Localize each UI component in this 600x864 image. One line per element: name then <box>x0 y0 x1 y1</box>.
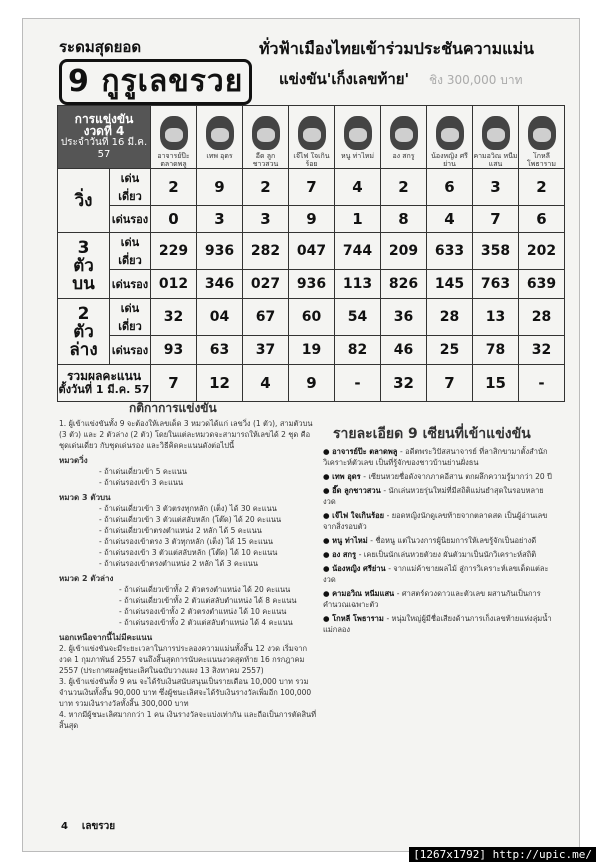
row-label: เด่นรอง <box>110 336 151 365</box>
result-cell: 82 <box>335 336 381 365</box>
result-cell: 28 <box>427 299 473 336</box>
detail-item <box>323 446 553 468</box>
page-header <box>59 31 559 111</box>
rule-cat-1: หมวดวิ่ง <box>59 456 88 465</box>
result-cell: 93 <box>151 336 197 365</box>
total-label-date: ตั้งวันที่ 1 มี.ค. 57 <box>58 383 150 396</box>
result-cell: 19 <box>289 336 335 365</box>
total-cell: 9 <box>289 365 335 402</box>
total-cell: 32 <box>381 365 427 402</box>
total-cell: - <box>335 365 381 402</box>
rule-2: 2. ผู้เข้าแข่งขันจะมีระยะเวลาในการประลองความแม่นทั้งสิ้น 12 งวด เริ่มจากงวด 1 กุมภาพันธ์ 2557 จนถึงสิ้นสุดการนับคะแนนงวดสุดท้าย 16 กรกฎาคม 2557 (ประกาศผลผู้ชนะเลิศในฉบับวางแผง 13 สิงหาคม 2557) <box>59 644 308 675</box>
category-word: ล่าง <box>69 339 98 360</box>
person-photo <box>482 116 510 150</box>
detail-name: ● อง สกรู <box>323 550 359 559</box>
result-cell: 113 <box>335 270 381 299</box>
person-photo <box>252 116 280 150</box>
result-cell: 027 <box>243 270 289 299</box>
row-label: เด่นเดี่ยว <box>110 299 151 336</box>
rule-item: - ถ้าเด่นรองเข้า 3 ตัวแต่สลับหลัก (โต๊ด) ได้ 10 คะแนน <box>99 548 278 557</box>
page-number: 4 <box>61 821 68 832</box>
person-header <box>381 106 427 169</box>
detail-name: ● เจ๊ไฟ ใจเกินร้อย <box>323 511 387 520</box>
rule-extra: นอกเหนือจากนี้ไม่มีคะแนน <box>59 633 153 642</box>
result-cell: 7 <box>289 169 335 206</box>
headline: ทั่วฟ้าเมืองไทยเข้าร่วมประชันความแม่น <box>259 39 534 58</box>
result-cell: 60 <box>289 299 335 336</box>
rule-item: - ถ้าเด่นเดี่ยวเข้า 3 ตัวตรงทุกหลัก (เต็ง) ได้ 30 คะแนน <box>99 504 277 513</box>
result-cell: 0 <box>151 206 197 233</box>
result-cell: 32 <box>519 336 565 365</box>
person-header <box>197 106 243 169</box>
person-photo <box>206 116 234 150</box>
result-cell: 13 <box>473 299 519 336</box>
header-super: ระดมสุดยอด <box>59 38 142 56</box>
person-name: อาจารย์ป๊ะ ตลาดพลู <box>157 152 190 168</box>
total-cell: 4 <box>243 365 289 402</box>
result-cell: 346 <box>197 270 243 299</box>
result-cell: 2 <box>519 169 565 206</box>
detail-text: - ชื่อหนู แต่ในวงการผู้นิยมการให้เลขรู้จักเป็นอย่างดี <box>370 536 537 545</box>
result-cell: 37 <box>243 336 289 365</box>
row-category <box>58 169 110 233</box>
rule-item: - ถ้าเด่นเดี่ยวเข้าทั้ง 2 ตัวตรงตำแหน่ง ได้ 20 คะแนน <box>119 585 291 594</box>
corner-title: การแข่งขัน <box>74 112 134 126</box>
result-cell: 1 <box>335 206 381 233</box>
person-name: คามอวิณ หนีมแสน <box>473 152 518 168</box>
row-label: เด่นเดี่ยว <box>110 169 151 206</box>
rule-item: - ถ้าเด่นเดี่ยวเข้า 3 ตัวแต่สลับหลัก (โต๊ด) ได้ 20 คะแนน <box>99 515 282 524</box>
result-cell: 67 <box>243 299 289 336</box>
result-cell: 744 <box>335 233 381 270</box>
result-cell: 2 <box>381 169 427 206</box>
row-category <box>58 299 110 365</box>
detail-text: - หนุ่มใหญ่ผู้มีชื่อเสียงด้านการเก็งเลขท้ายแห่งลุ่มน้ำแม่กลอง <box>323 614 552 634</box>
result-cell: 4 <box>335 169 381 206</box>
category-word: ตัว <box>73 255 94 276</box>
person-name: น้องหญิง ศรีย่าน <box>431 152 468 168</box>
detail-name: ● โกหลี โพธาราม <box>323 614 387 623</box>
detail-name: ● อาจารย์ป๊ะ ตลาดพลู <box>323 447 400 456</box>
person-name: เทพ อุดร <box>206 152 233 160</box>
result-cell: 936 <box>197 233 243 270</box>
rule-item: - ถ้าเด่นรองเข้า 3 คะแนน <box>99 478 184 487</box>
rules-title: กติกาการแข่งขัน <box>129 401 217 415</box>
result-cell: 209 <box>381 233 427 270</box>
brand-logo: 9 กูรูเลขรวย <box>59 59 252 105</box>
result-cell: 633 <box>427 233 473 270</box>
detail-item <box>323 613 553 635</box>
detail-name: ● คามอวิณ หนีมแสน <box>323 589 397 598</box>
details-section <box>323 426 553 638</box>
detail-name: ● อี๊ด ลูกชาวสวน <box>323 486 384 495</box>
subheadline: แข่งขัน'เก็งเลขท้าย' <box>279 70 410 88</box>
result-cell: 936 <box>289 270 335 299</box>
row-category <box>58 233 110 299</box>
category-word: บน <box>72 273 95 294</box>
result-cell: 36 <box>381 299 427 336</box>
rule-item: - ถ้าเด่นรองเข้าทั้ง 2 ตัวตรงตำแหน่ง ได้ 10 คะแนน <box>119 607 287 616</box>
result-cell: 9 <box>197 169 243 206</box>
detail-text: - ศาสตร์ดวงดาวและตัวเลข ผสานกันเป็นการคำนวณเฉพาะตัว <box>323 589 541 609</box>
total-label-main: รวมผลคะแนน <box>66 369 142 383</box>
detail-text: - จากแม่ค้าขายผลไม้ สู่การวิเคราะห์เลขเด็ดแต่ละงวด <box>323 564 549 584</box>
faded-amount: ชิง 300,000 บาท <box>429 73 523 87</box>
result-cell: 9 <box>289 206 335 233</box>
result-cell: 145 <box>427 270 473 299</box>
detail-name: ● เทพ อุดร <box>323 472 364 481</box>
result-cell: 78 <box>473 336 519 365</box>
result-cell: 54 <box>335 299 381 336</box>
rules-section <box>59 403 319 731</box>
total-label <box>58 365 151 402</box>
result-cell: 763 <box>473 270 519 299</box>
detail-item <box>323 485 553 507</box>
rule-item: - ถ้าเด่นเดี่ยวเข้าตรงตำแหน่ง 2 หลัก ได้ 5 คะแนน <box>99 526 262 535</box>
person-name: อง สกรู <box>392 152 415 160</box>
result-cell: 6 <box>519 206 565 233</box>
rule-item: - ถ้าเด่นรองเข้าตรงตำแหน่ง 2 หลัก ได้ 3 คะแนน <box>99 559 259 568</box>
total-cell: 7 <box>427 365 473 402</box>
person-photo <box>160 116 188 150</box>
detail-text: - ยอดหญิงนักดูเลขท้ายจากตลาดสด เป็นผู้อ่านเลขจากสิ่งรอบตัว <box>323 511 548 531</box>
result-cell: 25 <box>427 336 473 365</box>
result-cell: 282 <box>243 233 289 270</box>
person-header <box>289 106 335 169</box>
result-cell: 3 <box>473 169 519 206</box>
category-word: 2 <box>77 303 90 324</box>
result-cell: 3 <box>197 206 243 233</box>
result-cell: 639 <box>519 270 565 299</box>
result-cell: 7 <box>473 206 519 233</box>
person-header <box>473 106 519 169</box>
result-cell: 2 <box>151 169 197 206</box>
person-name: อี๊ด ลูกชาวสวน <box>252 152 279 168</box>
person-name: เจ๊ไฟ ใจเกินร้อย <box>293 152 330 168</box>
person-header <box>427 106 473 169</box>
result-cell: 012 <box>151 270 197 299</box>
total-cell: - <box>519 365 565 402</box>
watermark: [1267x1792] http://upic.me/ <box>409 847 596 862</box>
person-photo <box>344 116 372 150</box>
person-header <box>335 106 381 169</box>
detail-name: ● น้องหญิง ศรีย่าน <box>323 564 389 573</box>
result-cell: 826 <box>381 270 427 299</box>
corner-round: งวดที่ 4 <box>83 124 125 138</box>
rule-item: - ถ้าเด่นรองเข้าตรง 3 ตัวทุกหลัก (เต็ง) ได้ 15 คะแนน <box>99 537 274 546</box>
result-cell: 32 <box>151 299 197 336</box>
detail-item <box>323 588 553 610</box>
result-cell: 63 <box>197 336 243 365</box>
person-header <box>243 106 289 169</box>
table-corner <box>58 106 151 169</box>
corner-date: ประจำวันที่ 16 มี.ค. 57 <box>60 137 148 160</box>
category-word: วิ่ง <box>74 190 93 211</box>
result-cell: 8 <box>381 206 427 233</box>
row-label: เด่นรอง <box>110 270 151 299</box>
total-cell: 12 <box>197 365 243 402</box>
detail-item <box>323 563 553 585</box>
magazine-page <box>22 18 580 852</box>
result-cell: 202 <box>519 233 565 270</box>
rule-cat-3: หมวด 2 ตัวล่าง <box>59 574 114 583</box>
page-footer <box>61 819 115 834</box>
results-table <box>57 105 565 402</box>
rule-item: - ถ้าเด่นเดี่ยวเข้า 5 คะแนน <box>99 467 188 476</box>
person-header <box>151 106 197 169</box>
detail-item <box>323 535 553 546</box>
result-cell: 3 <box>243 206 289 233</box>
row-label: เด่นเดี่ยว <box>110 233 151 270</box>
category-word: ตัว <box>73 321 94 342</box>
result-cell: 04 <box>197 299 243 336</box>
person-photo <box>528 116 556 150</box>
result-cell: 358 <box>473 233 519 270</box>
row-label: เด่นรอง <box>110 206 151 233</box>
result-cell: 4 <box>427 206 473 233</box>
person-name: หนู ท่าไหม่ <box>341 152 374 160</box>
total-cell: 7 <box>151 365 197 402</box>
result-cell: 229 <box>151 233 197 270</box>
person-photo <box>436 116 464 150</box>
person-photo <box>298 116 326 150</box>
person-photo <box>390 116 418 150</box>
detail-text: - นักเล่นหวยรุ่นใหม่ที่มีสถิติแม่นยำสุดในรอบหลายงวด <box>323 486 544 506</box>
detail-text: - เคยเป็นนักเล่นหวยตัวยง ผันตัวมาเป็นนักวิเคราะห์สถิติ <box>358 550 537 559</box>
result-cell: 28 <box>519 299 565 336</box>
category-word: 3 <box>77 237 90 258</box>
person-header <box>519 106 565 169</box>
rule-cat-2: หมวด 3 ตัวบน <box>59 493 111 502</box>
details-title: รายละเอียด 9 เซียนที่เข้าแข่งขัน <box>333 426 531 442</box>
result-cell: 047 <box>289 233 335 270</box>
detail-text: - อดีตพระวิปัสสนาจารย์ ที่ลาสิกขามาตั้งสำนักวิเคราะห์ตัวเลข เป็นที่รู้จักของชาวบ้านย่านฝั่งธน <box>323 447 548 467</box>
footer-brand: เลขรวย <box>81 821 116 832</box>
person-name: โกหลี โพธาราม <box>527 152 556 168</box>
rule-item: - ถ้าเด่นเดี่ยวเข้าทั้ง 2 ตัวแต่สลับตำแหน่ง ได้ 8 คะแนน <box>119 596 297 605</box>
result-cell: 6 <box>427 169 473 206</box>
detail-name: ● หนู ท่าไหม่ <box>323 536 371 545</box>
rule-item: - ถ้าเด่นรองเข้าทั้ง 2 ตัวแต่สลับตำแหน่ง ได้ 4 คะแนน <box>119 618 293 627</box>
detail-item <box>323 471 553 482</box>
detail-item <box>323 549 553 560</box>
detail-item <box>323 510 553 532</box>
rule-3: 3. ผู้เข้าแข่งขันทั้ง 9 คน จะได้รับเงินสนับสนุนเป็นรายเดือน 10,000 บาท รวมจำนวนเงินทั้งสิ้น 90,000 บาท ซึ่งผู้ชนะเลิศจะได้รับเงินรางวัลเพิ่มอีก 100,000 บาท รวมเงินรางวัลทั้งสิ้น 300,000 บาท <box>59 677 312 708</box>
rule-1: 1. ผู้เข้าแข่งขันทั้ง 9 จะต้องให้เลขเด็ด 3 หมวดได้แก่ เลขวิ่ง (1 ตัว), สามตัวบน (3 ตัว) และ 2 ตัวล่าง (2 ตัว) โดยในแต่ละหมวดจะสามารถให้เลขได้ 2 ชุด คือ ชุดเด่นเดี่ยว กับชุดเด่นรอง และวิธีคิดคะแนนดังต่อไปนี้ <box>59 419 313 450</box>
result-cell: 2 <box>243 169 289 206</box>
detail-text: - เซียนหวยชื่อดังจากภาคอีสาน ตกผลึกความรู้มากว่า 20 ปี <box>363 472 552 481</box>
total-cell: 15 <box>473 365 519 402</box>
result-cell: 46 <box>381 336 427 365</box>
rule-4: 4. หากมีผู้ชนะเลิศมากกว่า 1 คน เงินรางวัลจะแบ่งเท่ากัน และถือเป็นการตัดสินที่สิ้นสุด <box>59 710 317 730</box>
